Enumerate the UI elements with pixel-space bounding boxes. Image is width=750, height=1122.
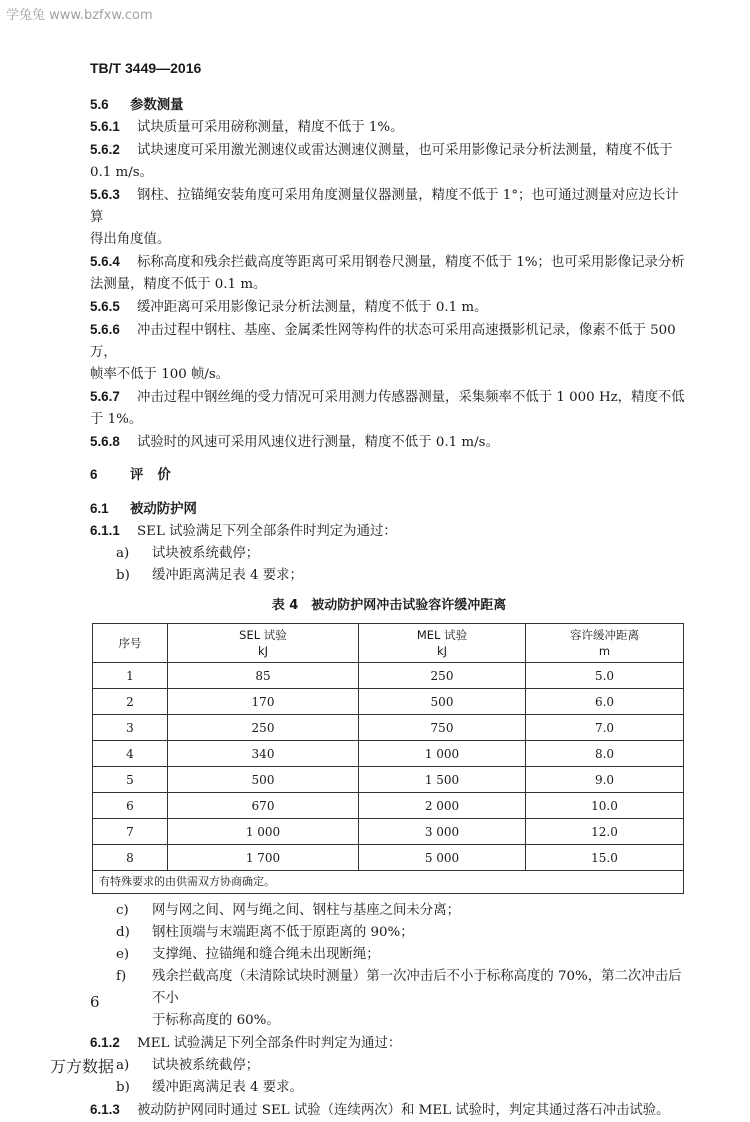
clause-5-6-7 bbox=[90, 386, 688, 409]
table-cell: 12.0 bbox=[526, 819, 684, 845]
clause-text: 冲击过程中钢丝绳的受力情况可采用测力传感器测量，采集频率不低于 1 000 Hz，精度不低 bbox=[137, 390, 685, 405]
clause-text: 试块质量可采用磅称测量，精度不低于 1%。 bbox=[137, 120, 404, 135]
section-title: 被动防护网 bbox=[130, 501, 197, 517]
list-label: b) bbox=[116, 568, 130, 583]
list-label: a) bbox=[116, 546, 130, 561]
clause-5-6-3 bbox=[90, 184, 688, 229]
table-row bbox=[93, 663, 684, 689]
table-cell: 10.0 bbox=[526, 793, 684, 819]
header-label: MEL 试验 bbox=[416, 628, 468, 642]
clause-6-1-1 bbox=[90, 520, 688, 543]
section-6-1-heading bbox=[90, 498, 688, 520]
table-row bbox=[93, 793, 684, 819]
post-table-items bbox=[90, 900, 688, 1032]
table-cell: 250 bbox=[359, 663, 526, 689]
list-label: a) bbox=[116, 1058, 130, 1073]
table-cell: 5.0 bbox=[526, 663, 684, 689]
section-5-6-heading bbox=[90, 94, 688, 116]
header-unit: kJ bbox=[436, 644, 448, 658]
header-label: 容许缓冲距离 bbox=[570, 628, 639, 642]
list-label: e) bbox=[116, 947, 130, 962]
clause-continuation: 得出角度值。 bbox=[90, 232, 171, 247]
table-cell: 2 bbox=[93, 689, 168, 715]
header-cell bbox=[168, 624, 359, 663]
table-cell: 8 bbox=[93, 845, 168, 871]
table-row bbox=[93, 689, 684, 715]
clause-5-6-1 bbox=[90, 116, 688, 139]
clause-6-1-2 bbox=[90, 1032, 688, 1055]
footer-brand: 万方数据 bbox=[50, 1057, 115, 1076]
table-cell: 5 000 bbox=[359, 845, 526, 871]
buffer-distance-table bbox=[92, 623, 684, 894]
clause-continuation: 0.1 m/s。 bbox=[90, 165, 154, 180]
clause-number: 5.6.6 bbox=[90, 322, 120, 337]
clause-text: MEL 试验满足下列全部条件时判定为通过： bbox=[137, 1036, 402, 1051]
list-item-a bbox=[90, 1055, 688, 1077]
header-cell bbox=[359, 624, 526, 663]
clause-text: 试块速度可采用激光测速仪或雷达测速仪测量，也可采用影像记录分析法测量，精度不低于 bbox=[137, 143, 673, 158]
clause-text: SEL 试验满足下列全部条件时判定为通过： bbox=[137, 524, 397, 539]
section-title: 参数测量 bbox=[130, 97, 184, 113]
list-text: 支撑绳、拉锚绳和缝合绳未出现断绳； bbox=[152, 947, 380, 962]
list-item-c bbox=[90, 900, 688, 922]
table-cell: 7.0 bbox=[526, 715, 684, 741]
clause-text: 被动防护网同时通过 SEL 试验（连续两次）和 MEL 试验时，判定其通过落石冲击试验。 bbox=[137, 1103, 670, 1118]
clause-continuation: 帧率不低于 100 帧/s。 bbox=[90, 367, 230, 382]
table-cell: 6 bbox=[93, 793, 168, 819]
header-label: 序号 bbox=[118, 636, 142, 650]
clause-number: 5.6.8 bbox=[90, 434, 120, 449]
watermark: 学兔兔 www.bzfxw.com bbox=[6, 8, 153, 23]
clause-5-6-4 bbox=[90, 251, 688, 274]
table-cell: 1 700 bbox=[168, 845, 359, 871]
table-cell: 250 bbox=[168, 715, 359, 741]
clause-number: 6.1.3 bbox=[90, 1102, 120, 1117]
document-id: TB/T 3449—2016 bbox=[90, 60, 202, 76]
clause-number: 5.6.5 bbox=[90, 299, 120, 314]
list-text: 缓冲距离满足表 4 要求； bbox=[152, 568, 303, 583]
list-item-continuation bbox=[90, 1010, 688, 1032]
table-cell: 750 bbox=[359, 715, 526, 741]
clause-text: 冲击过程中钢柱、基座、金属柔性网等构件的状态可采用高速摄影机记录，像素不低于 500 万， bbox=[90, 323, 676, 360]
table-cell: 1 000 bbox=[168, 819, 359, 845]
section-number: 6 bbox=[90, 467, 98, 482]
clause-text: 标称高度和残余拦截高度等距离可采用钢卷尺测量，精度不低于 1%；也可采用影像记录分析 bbox=[137, 255, 685, 270]
page-number: 6 bbox=[90, 993, 100, 1011]
list-item-d bbox=[90, 922, 688, 944]
page-content bbox=[90, 92, 688, 1122]
table-cell: 15.0 bbox=[526, 845, 684, 871]
header-cell bbox=[526, 624, 684, 663]
header-label: SEL 试验 bbox=[239, 628, 287, 642]
list-item-f bbox=[90, 966, 688, 1010]
clause-continuation: 法测量，精度不低于 0.1 m。 bbox=[90, 277, 267, 292]
table-cell: 5 bbox=[93, 767, 168, 793]
table-row bbox=[93, 845, 684, 871]
table-header-row bbox=[93, 624, 684, 663]
header-cell bbox=[93, 624, 168, 663]
table-cell: 9.0 bbox=[526, 767, 684, 793]
clause-number: 5.6.4 bbox=[90, 254, 120, 269]
section-number: 5.6 bbox=[90, 97, 109, 112]
section-title: 评价 bbox=[130, 467, 185, 483]
list-label: f) bbox=[116, 969, 127, 984]
table-note: 有特殊要求的由供需双方协商确定。 bbox=[93, 871, 684, 894]
table-row bbox=[93, 715, 684, 741]
list-text: 残余拦截高度（未清除试块时测量）第一次冲击后不小于标称高度的 70%，第二次冲击后不小 bbox=[152, 969, 682, 1006]
header-unit: kJ bbox=[257, 644, 269, 658]
clause-number: 5.6.3 bbox=[90, 187, 120, 202]
table-cell: 1 bbox=[93, 663, 168, 689]
clause-number: 5.6.7 bbox=[90, 389, 120, 404]
clause-text: 缓冲距离可采用影像记录分析法测量，精度不低于 0.1 m。 bbox=[137, 300, 488, 315]
section-6-heading bbox=[90, 464, 688, 486]
table-cell: 3 000 bbox=[359, 819, 526, 845]
list-text: 于标称高度的 60%。 bbox=[152, 1013, 280, 1028]
clause-text: 试验时的风速可采用风速仪进行测量，精度不低于 0.1 m/s。 bbox=[137, 435, 499, 450]
clause-number: 6.1.2 bbox=[90, 1035, 120, 1050]
list-text: 试块被系统截停； bbox=[152, 546, 260, 561]
clause-number: 5.6.2 bbox=[90, 142, 120, 157]
list-text: 试块被系统截停； bbox=[152, 1058, 260, 1073]
table-row bbox=[93, 819, 684, 845]
clause-5-6-5 bbox=[90, 296, 688, 319]
clause-number: 6.1.1 bbox=[90, 523, 120, 538]
list-text: 钢柱顶端与末端距离不低于原距离的 90%； bbox=[152, 925, 414, 940]
clause-5-6-8 bbox=[90, 431, 688, 454]
table-row bbox=[93, 767, 684, 793]
table-cell: 6.0 bbox=[526, 689, 684, 715]
list-item-b bbox=[90, 565, 688, 587]
table-cell: 4 bbox=[93, 741, 168, 767]
list-text: 网与网之间、网与绳之间、钢柱与基座之间未分离； bbox=[152, 903, 460, 918]
clause-5-6-2 bbox=[90, 139, 688, 162]
table-cell: 1 500 bbox=[359, 767, 526, 793]
table-cell: 1 000 bbox=[359, 741, 526, 767]
list-label: b) bbox=[116, 1080, 130, 1095]
table-caption: 表 4 被动防护网冲击试验容许缓冲距离 bbox=[271, 598, 507, 613]
clause-continuation: 于 1%。 bbox=[90, 412, 143, 427]
table-cell: 3 bbox=[93, 715, 168, 741]
list-item-a bbox=[90, 543, 688, 565]
table-cell: 8.0 bbox=[526, 741, 684, 767]
table-cell: 500 bbox=[168, 767, 359, 793]
table-cell: 170 bbox=[168, 689, 359, 715]
clause-number: 5.6.1 bbox=[90, 119, 120, 134]
list-item-b bbox=[90, 1077, 688, 1099]
list-text: 缓冲距离满足表 4 要求。 bbox=[152, 1080, 303, 1095]
table-note-row bbox=[93, 871, 684, 894]
clause-6-1-3 bbox=[90, 1099, 688, 1122]
clause-5-6-6 bbox=[90, 319, 688, 364]
header-unit: m bbox=[598, 644, 611, 658]
section-number: 6.1 bbox=[90, 501, 109, 516]
list-item-e bbox=[90, 944, 688, 966]
table-cell: 2 000 bbox=[359, 793, 526, 819]
list-label: d) bbox=[116, 925, 130, 940]
table-cell: 85 bbox=[168, 663, 359, 689]
table-cell: 7 bbox=[93, 819, 168, 845]
table-cell: 670 bbox=[168, 793, 359, 819]
list-label: c) bbox=[116, 903, 129, 918]
table-row bbox=[93, 741, 684, 767]
table-cell: 340 bbox=[168, 741, 359, 767]
clause-text: 钢柱、拉锚绳安装角度可采用角度测量仪器测量，精度不低于 1°；也可通过测量对应边长计算 bbox=[90, 188, 679, 225]
table-cell: 500 bbox=[359, 689, 526, 715]
